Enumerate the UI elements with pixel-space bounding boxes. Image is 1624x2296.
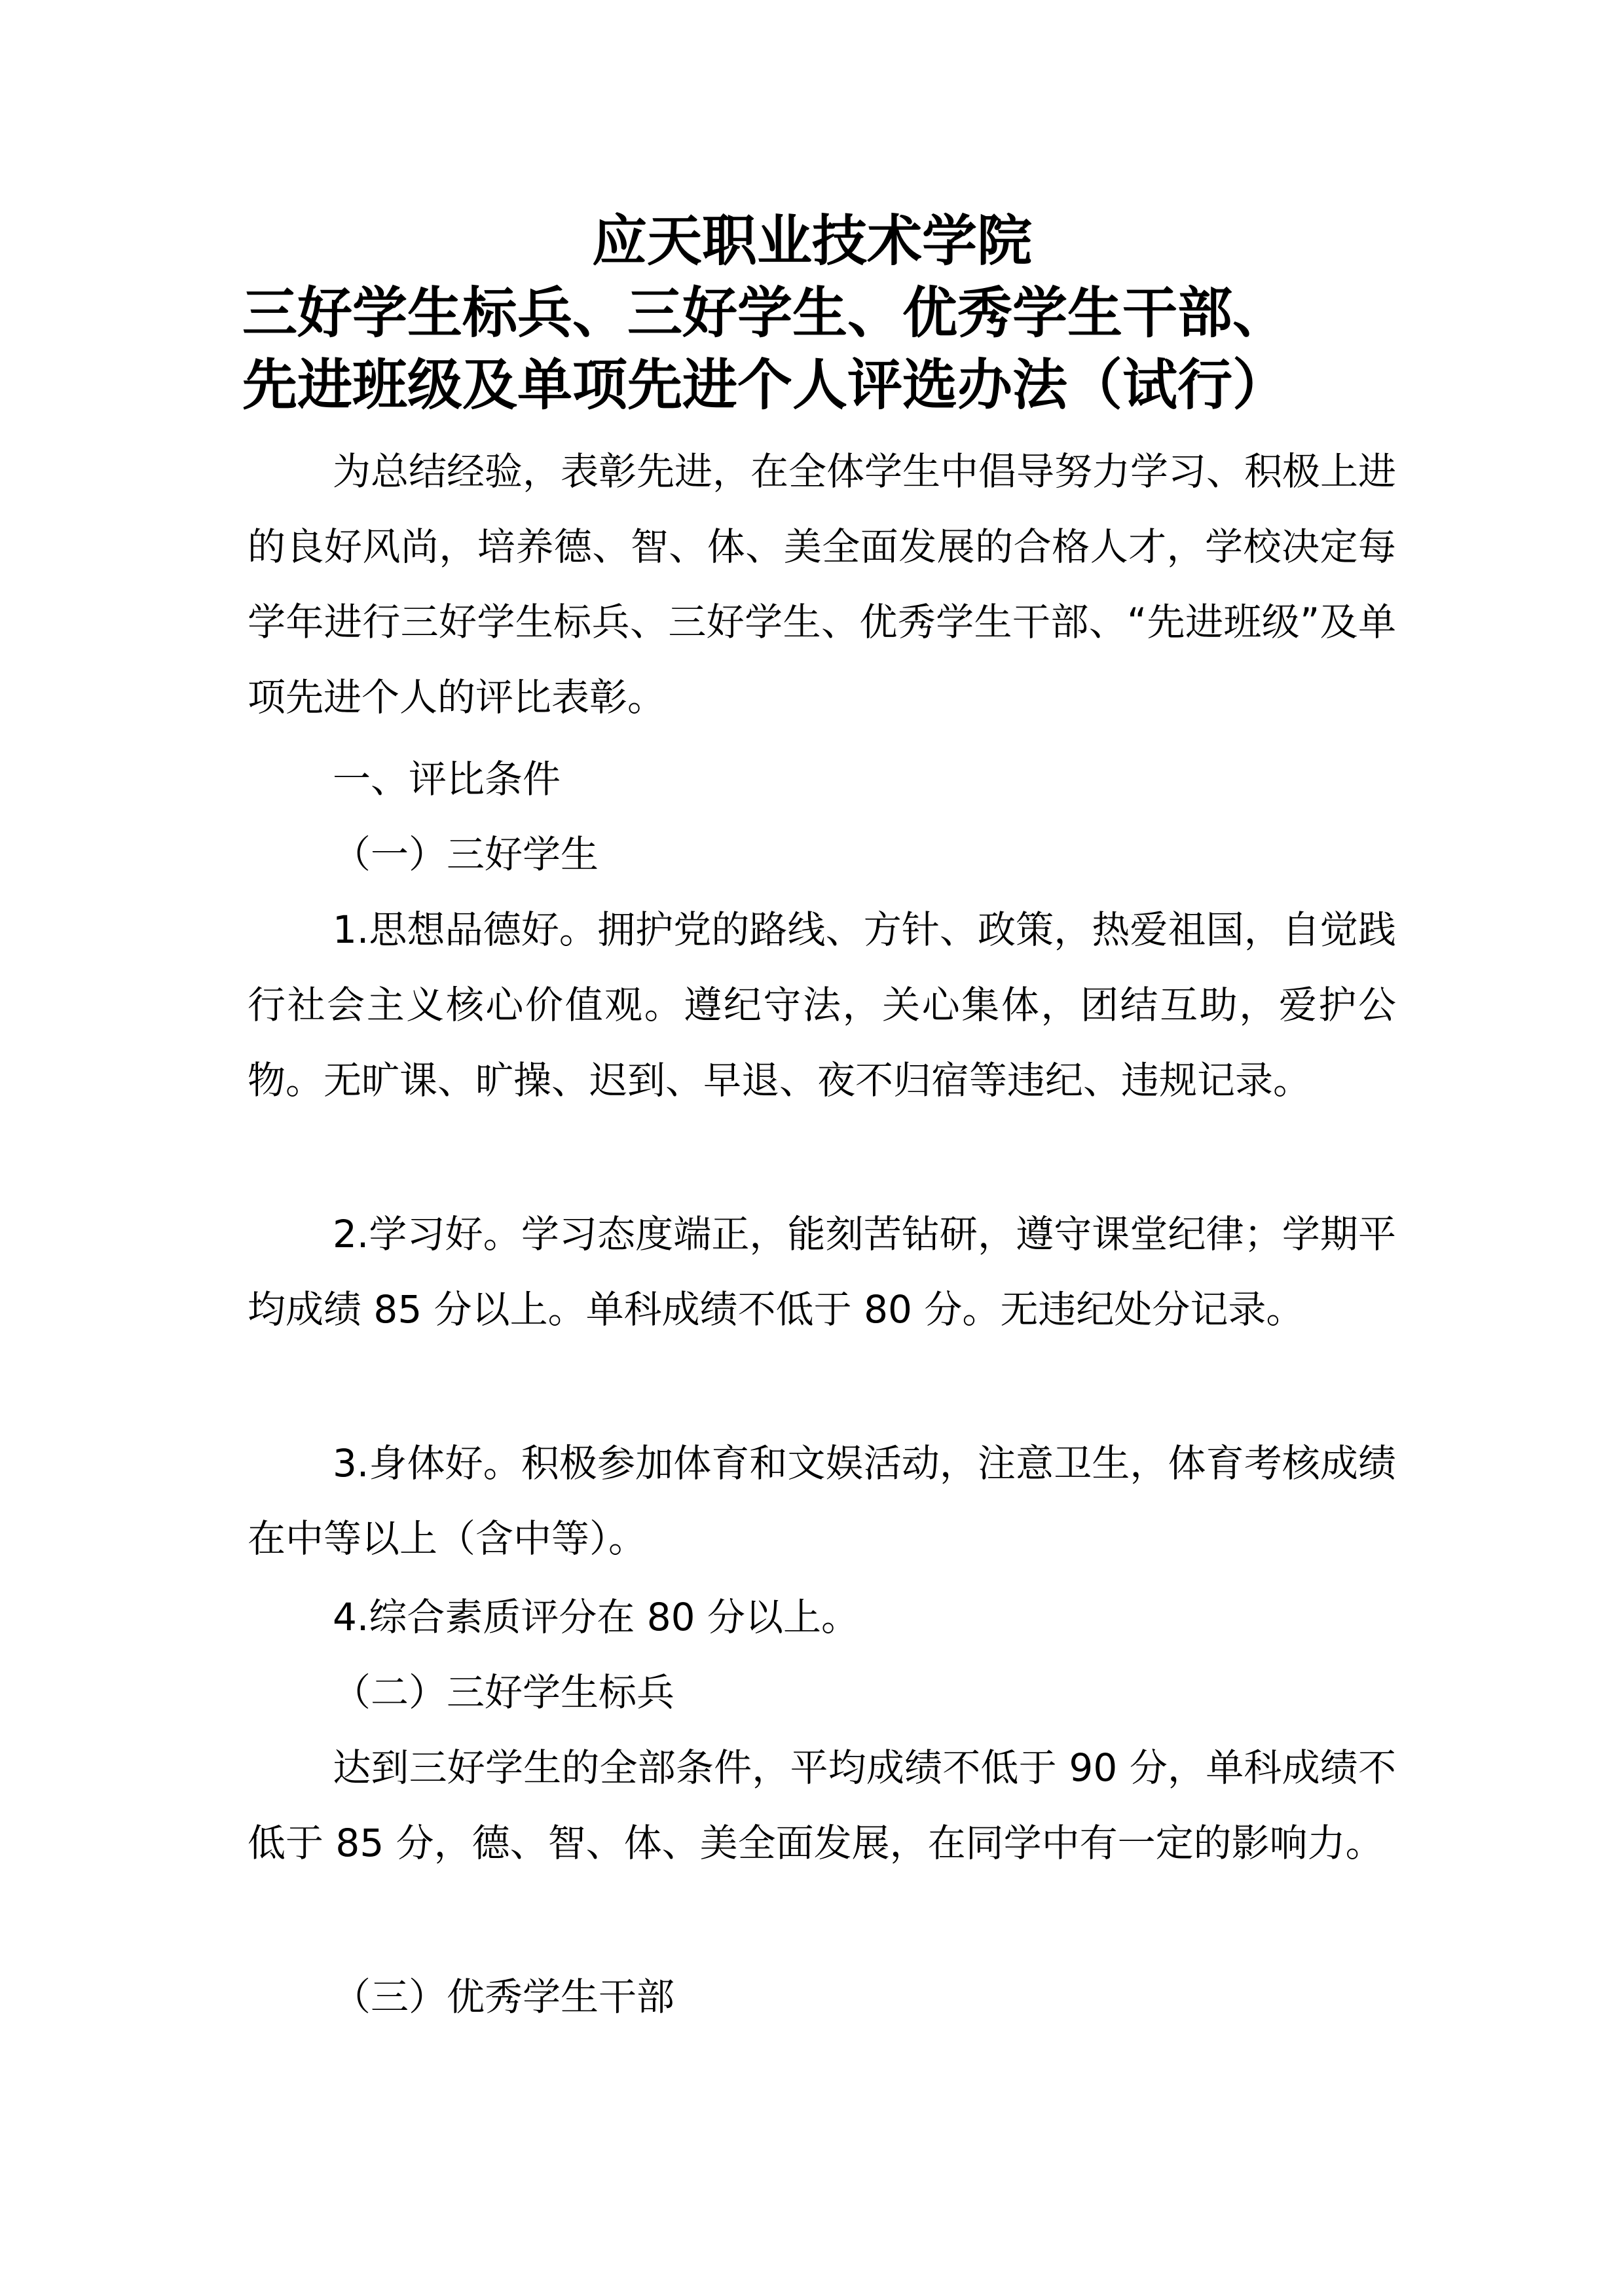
subsection-2-text: 达到三好学生的全部条件，平均成绩不低于 90 分，单科成绩不低于 85 分，德、智、体、美全面发展，在同学中有一定的影响力。 (248, 1745, 1396, 1865)
subsection-2-heading: （二）三好学生标兵 (333, 1670, 675, 1715)
item-1-text: 1.思想品德好。拥护党的路线、方针、政策，热爱祖国，自觉践行社会主义核心价值观。遵纪守法，关心集体，团结互助，爱护公物。无旷课、旷操、迟到、早退、夜不归宿等违纪、违规记录。 (248, 907, 1396, 1102)
subsection-2-paragraph (248, 1730, 1396, 1881)
item-4-paragraph (248, 1580, 1396, 1655)
item-3-paragraph (248, 1426, 1396, 1576)
item-3-text: 3.身体好。积极参加体育和文娱活动，注意卫生，体育考核成绩在中等以上（含中等）。 (248, 1441, 1396, 1561)
item-2-paragraph (248, 1197, 1396, 1347)
subsection-3-heading: （三）优秀学生干部 (333, 1975, 675, 2019)
item-4-text: 4.综合素质评分在 80 分以上。 (333, 1595, 860, 1639)
item-1-paragraph (248, 892, 1396, 1118)
item-2-text: 2.学习好。学习态度端正，能刻苦钻研，遵守课堂纪律；学期平均成绩 85 分以上。单科成绩不低于 80 分。无违纪处分记录。 (248, 1212, 1396, 1332)
intro-text: 为总结经验，表彰先进，在全体学生中倡导努力学习、积极上进的良好风尚，培养德、智、体、美全面发展的合格人才，学校决定每学年进行三好学生标兵、三好学生、优秀学生干部、“先进班级”及单项先进个人的评比表彰。 (248, 449, 1397, 720)
title-line-2: 三好学生标兵、三好学生、优秀学生干部、 (242, 280, 1288, 345)
intro-paragraph (248, 434, 1396, 735)
title-school: 应天职业技术学院 (591, 208, 1032, 273)
subsection-1-heading: （一）三好学生 (333, 832, 599, 877)
section-1-heading: 一、评比条件 (333, 757, 561, 801)
title-line-3: 先进班级及单项先进个人评选办法（试行） (242, 352, 1288, 417)
